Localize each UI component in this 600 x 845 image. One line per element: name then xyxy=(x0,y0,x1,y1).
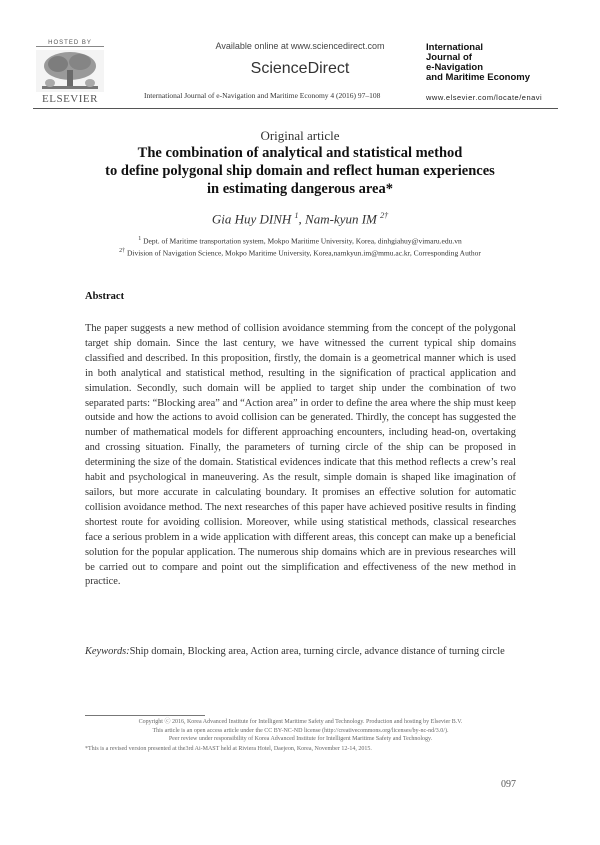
article-title xyxy=(80,144,520,198)
keywords-text: Ship domain, Blocking area, Action area, turning circle, advance distance of turning circle xyxy=(129,646,505,657)
copyright-notice xyxy=(85,718,516,744)
revision-footnote: *This is a revised version presented at the3rd Ai-MAST held at Riviera Hotel, Daejeon, Korea, November 12-14, 2015. xyxy=(85,746,372,752)
affiliation-line xyxy=(0,248,600,258)
title-line: The combination of analytical and statistical method xyxy=(137,145,463,161)
affiliation-text: Dept. of Maritime transportation system, Mokpo Maritime University, Korea, dinhgiahuy@vimaru.edu.vn xyxy=(143,236,462,246)
sciencedirect-title: ScienceDirect xyxy=(250,60,350,77)
affiliation-text: Division of Navigation Science, Mokpo Maritime University, Korea,namkyun.im@mmu.ac.kr, Corresponding Author xyxy=(126,248,481,258)
journal-citation: International Journal of e-Navigation and Maritime Economy 4 (2016) 97–108 xyxy=(144,91,381,100)
header-divider xyxy=(33,108,558,109)
article-type: Original article xyxy=(260,128,340,143)
keywords-label: Keywords: xyxy=(85,646,130,657)
affiliation-superscript: 2† xyxy=(119,248,126,254)
page-number: 097 xyxy=(501,779,516,790)
copyright-line: This article is an open access article under the CC BY-NC-ND license (http://creativecommons.org/licenses/by-nc-nd/3.0/). xyxy=(152,727,449,734)
hosted-by-label: HOSTED BY xyxy=(36,40,104,47)
copyright-line: Peer review under responsibility of Korea Advanced Institute for Intelligent Maritime Safety and Technology. xyxy=(168,736,433,742)
author-name: Gia Huy DINH xyxy=(211,211,292,227)
abstract-heading: Abstract xyxy=(85,291,125,302)
affiliation-line xyxy=(0,236,600,246)
affiliation-superscript: 1 xyxy=(138,236,142,242)
journal-title-line: e-Navigation xyxy=(426,62,484,73)
title-line: in estimating dangerous area* xyxy=(207,181,393,197)
available-online-text: Available online at www.sciencedirect.com xyxy=(215,41,385,51)
author-superscript: 2† xyxy=(380,211,389,220)
footnote-divider xyxy=(85,715,205,716)
author-list xyxy=(0,211,600,227)
copyright-line: Copyright ⓒ 2016, Korea Advanced Institute for Intelligent Maritime Safety and Technology. Production and hosting by Elsevier B.V. xyxy=(138,719,463,725)
abstract-body: The paper suggests a new method of collision avoidance stemming from the concept of the polygonal target ship domain. Since the last century, we have witnessed the current typical ship domains classified and described. In this proposition, firstly, the domain is a geometrical manner which is used in both analytical and statistical method, resulting in the signification of practical application and simulation. Secondly, such domain will be applied to target ship under the combination of two separated parts: “Blocking area” and “Action area” in order to define the area where the ship must keep outside and how the actions to avoid collision can be generated. Thirdly, the concept has suggested the number of mathematical models for different approaching encounters, including head-on, overtaking and crossing situation. Finally, the parameters of turning circle of the ship can be proposed in determining the size of the domain. Statistical evidences indicate that this method reflects a crew’s real habit and psychological in maneuvering. As the result, simple domain is shaped like imagination of sailors, but more accurate in calculating boundary. It promises an effective solution for automatic collision avoidance method. The next researches of this paper have achieved positive results in finding shortest route for avoiding collision. Moreover, while using statistical methods, classical researches face a serious problem in a wide application with different areas, this concept can make up a beneficial solution for the popular application. The numerous ship domains which are in previous researches will be carried out to compare and point out the simplification and effectiveness of the new method in practice. xyxy=(85,323,516,588)
title-line: to define polygonal ship domain and reflect human experiences xyxy=(105,163,495,179)
journal-title-block xyxy=(426,43,556,83)
author-name: Nam-kyun IM xyxy=(305,211,377,227)
journal-url: www.elsevier.com/locate/enavi xyxy=(426,93,543,102)
elsevier-wordmark: ELSEVIER xyxy=(42,93,98,105)
journal-title-line: and Maritime Economy xyxy=(426,72,530,83)
keywords-paragraph xyxy=(85,642,516,662)
journal-title-line: International xyxy=(426,42,484,53)
author-superscript: 1 xyxy=(294,211,299,220)
journal-title-line: Journal of xyxy=(426,52,472,63)
elsevier-tree-logo-icon xyxy=(36,50,104,92)
author-separator: , xyxy=(298,211,306,227)
